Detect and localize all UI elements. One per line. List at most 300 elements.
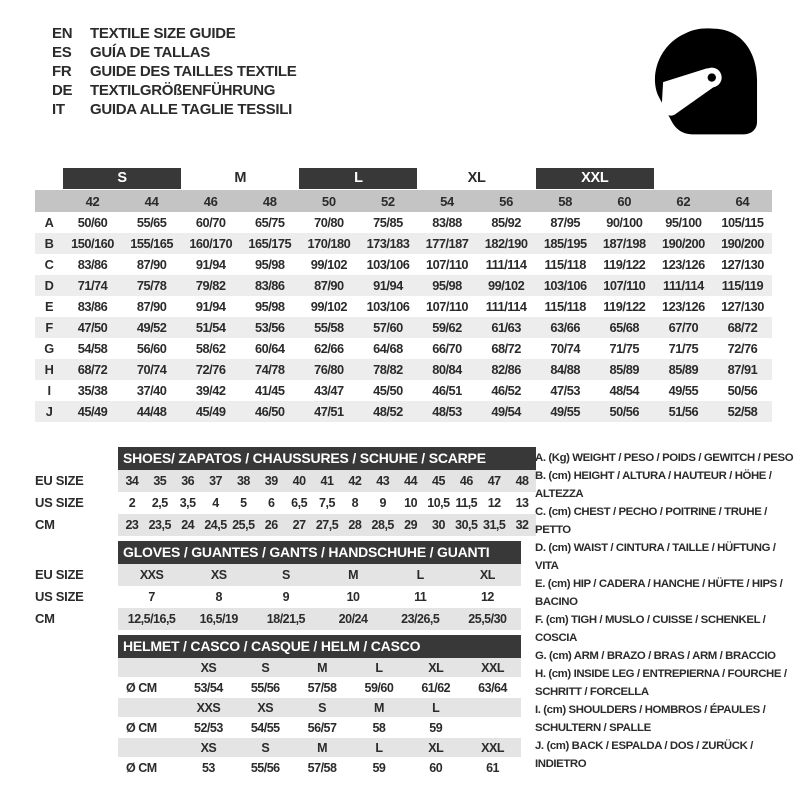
- shoes-eu-cell: 47: [487, 474, 501, 488]
- value-cell: 107/110: [603, 278, 646, 293]
- legend-item: F. (cm) TIGH / MUSLO / CUISSE / SCHENKEL / COSCIA: [535, 614, 766, 644]
- gloves-cm-cell: 25,5/30: [468, 612, 507, 626]
- gloves-us-cell: 10: [346, 590, 360, 604]
- shoes-cm-cell: 23: [125, 518, 139, 532]
- value-cell: 115/118: [544, 299, 586, 314]
- value-cell: 43/47: [314, 383, 344, 398]
- shoes-eu-row: [118, 470, 536, 492]
- gloves-row-label: US SIZE: [35, 589, 84, 604]
- size-col-58: 58: [558, 193, 573, 209]
- gloves-row-label: EU SIZE: [35, 567, 84, 582]
- value-cell: 46/51: [432, 383, 462, 398]
- shoes-cm-cell: 32: [515, 518, 529, 532]
- shoes-row-labels: [35, 470, 117, 536]
- size-col-42: 42: [85, 193, 100, 209]
- shoes-eu-cell: 45: [432, 474, 445, 488]
- value-cell: 52/58: [727, 404, 758, 419]
- helmet-cell: 63/64: [478, 680, 507, 695]
- value-cell: 119/122: [603, 257, 646, 272]
- value-cell: 103/106: [543, 278, 587, 293]
- value-cell: 91/94: [373, 278, 403, 293]
- shoes-eu-cell: 48: [515, 474, 529, 488]
- language-title: TEXTILE SIZE GUIDE: [90, 25, 236, 42]
- size-col-44: 44: [144, 193, 159, 209]
- size-col-50: 50: [321, 193, 336, 209]
- helmet-cell: 59: [429, 720, 443, 735]
- shoes-us-cell: 11,5: [455, 496, 478, 510]
- shoes-us-cell: 12: [487, 496, 501, 510]
- value-cell: 87/90: [136, 257, 167, 272]
- size-number-row: [35, 190, 772, 212]
- row-label: B: [44, 236, 54, 251]
- value-cell: 119/122: [603, 299, 646, 314]
- row-label: D: [44, 278, 54, 293]
- value-cell: 71/75: [668, 341, 699, 356]
- value-cell: 173/183: [366, 236, 410, 251]
- value-cell: 79/82: [195, 278, 226, 293]
- value-cell: 35/38: [77, 383, 108, 398]
- helmet-row-ece: [118, 757, 521, 778]
- value-cell: 187/198: [602, 236, 646, 251]
- shoes-cm-cell: 27,5: [315, 518, 339, 532]
- diameter-label: Ø CM: [126, 760, 157, 775]
- gloves-us-cell: 9: [282, 590, 290, 604]
- value-cell: 51/54: [195, 320, 226, 335]
- value-cell: 66/70: [432, 341, 462, 356]
- value-cell: 45/50: [373, 383, 403, 398]
- size-group-l: L: [299, 168, 417, 189]
- value-cell: 111/114: [485, 299, 527, 314]
- row-label: I: [47, 383, 51, 398]
- helmet-cell: 57/58: [307, 680, 337, 695]
- value-cell: 65/68: [609, 320, 640, 335]
- value-cell: 83/88: [432, 215, 462, 230]
- language-row: [52, 62, 296, 81]
- value-cell: 71/75: [609, 341, 640, 356]
- value-cell: 56/60: [136, 341, 167, 356]
- shoes-eu-cell: 41: [320, 474, 334, 488]
- helmet-cell: 59/60: [364, 680, 394, 695]
- value-cell: 87/91: [727, 362, 758, 377]
- helmet-cell: L: [432, 700, 440, 715]
- language-row: [52, 43, 296, 62]
- language-title: GUIDA ALLE TAGLIE TESSILI: [90, 101, 292, 118]
- value-cell: 177/187: [425, 236, 469, 251]
- shoes-eu-cell: 35: [153, 474, 167, 488]
- helmet-row-cmr: [118, 717, 521, 738]
- shoes-cm-cell: 28,5: [371, 518, 394, 532]
- gloves-cm-row: [118, 608, 521, 630]
- value-cell: 62/66: [314, 341, 344, 356]
- value-cell: 85/89: [609, 362, 640, 377]
- measure-row-j: [35, 401, 772, 422]
- gloves-cm-cell: 20/24: [338, 612, 368, 626]
- measure-row-e: [35, 296, 772, 317]
- value-cell: 60/64: [255, 341, 285, 356]
- language-code: FR: [52, 63, 72, 80]
- value-cell: 51/56: [668, 404, 699, 419]
- shoes-eu-cell: 42: [348, 474, 362, 488]
- shoes-cm-cell: 30: [432, 518, 445, 532]
- value-cell: 68/72: [727, 320, 758, 335]
- shoes-row-label: EU SIZE: [35, 473, 84, 488]
- value-cell: 95/100: [665, 215, 702, 230]
- helmet-cell: 55/56: [250, 680, 280, 695]
- value-cell: 60/70: [195, 215, 226, 230]
- shoes-us-cell: 2: [128, 496, 136, 510]
- size-group-xxl: XXL: [536, 168, 654, 189]
- helmet-cell: XL: [428, 740, 444, 755]
- value-cell: 95/98: [255, 299, 285, 314]
- helmet-cell: L: [375, 660, 383, 675]
- gloves-cm-cell: 23/26,5: [401, 612, 440, 626]
- size-group-m: M: [234, 169, 247, 186]
- value-cell: 182/190: [484, 236, 528, 251]
- value-cell: 71/74: [77, 278, 108, 293]
- helmet-row-fia: [118, 677, 521, 698]
- helmet-table: [118, 658, 521, 778]
- value-cell: 99/102: [310, 257, 347, 272]
- value-cell: 103/106: [366, 299, 410, 314]
- value-cell: 127/130: [721, 299, 764, 314]
- value-cell: 83/86: [77, 299, 108, 314]
- legend-item: J. (cm) BACK / ESPALDA / DOS / ZURÜCK / INDIETRO: [535, 740, 753, 770]
- shoes-eu-cell: 37: [209, 474, 222, 488]
- value-cell: 67/70: [668, 320, 699, 335]
- size-col-56: 56: [499, 193, 514, 209]
- value-cell: 70/74: [136, 362, 167, 377]
- shoes-us-cell: 6,5: [291, 496, 308, 510]
- value-cell: 46/50: [255, 404, 285, 419]
- helmet-row-sizes: [118, 738, 521, 757]
- helmet-cell: L: [375, 740, 383, 755]
- value-cell: 50/60: [77, 215, 108, 230]
- shoes-eu-cell: 36: [181, 474, 195, 488]
- shoes-us-cell: 9: [379, 496, 386, 510]
- value-cell: 87/95: [550, 215, 580, 230]
- value-cell: 44/48: [136, 404, 167, 419]
- value-cell: 50/56: [727, 383, 758, 398]
- value-cell: 68/72: [77, 362, 108, 377]
- shoes-cm-cell: 29: [404, 518, 418, 532]
- value-cell: 47/53: [550, 383, 580, 398]
- helmet-cell: 53/54: [194, 680, 223, 695]
- language-title: GUIDE DES TAILLES TEXTILE: [90, 63, 297, 80]
- value-cell: 91/94: [195, 257, 226, 272]
- row-label: G: [44, 341, 54, 356]
- value-cell: 75/85: [373, 215, 403, 230]
- value-cell: 80/84: [432, 362, 462, 377]
- value-cell: 64/68: [373, 341, 403, 356]
- helmet-cell: 60: [429, 760, 443, 775]
- helmet-cell: 54/55: [250, 720, 280, 735]
- diameter-label: Ø CM: [126, 720, 157, 735]
- helmet-logo-icon: [648, 22, 764, 140]
- helmet-cell: S: [318, 700, 326, 715]
- value-cell: 150/160: [71, 236, 114, 251]
- value-cell: 107/110: [426, 257, 469, 272]
- value-cell: 170/180: [307, 236, 351, 251]
- gloves-eu-cell: L: [416, 568, 424, 582]
- shoes-us-cell: 5: [240, 496, 247, 510]
- shoes-eu-cell: 39: [264, 474, 278, 488]
- measure-row-g: [35, 338, 772, 359]
- measurement-legend: [535, 449, 795, 773]
- legend-item: H. (cm) INSIDE LEG / ENTREPIERNA / FOURCHE / SCHRITT / FORCELLA: [535, 668, 787, 698]
- value-cell: 48/52: [373, 404, 403, 419]
- shoes-row-label: CM: [35, 517, 55, 532]
- shoes-us-row: [118, 492, 536, 514]
- size-group-s: S: [63, 168, 181, 189]
- diameter-label: Ø CM: [126, 680, 157, 695]
- value-cell: 45/49: [77, 404, 108, 419]
- helmet-cell: XL: [428, 660, 444, 675]
- language-code: ES: [52, 44, 72, 61]
- shoes-cm-cell: 27: [292, 518, 306, 532]
- value-cell: 85/89: [668, 362, 699, 377]
- measure-row-h: [35, 359, 772, 380]
- row-label: E: [44, 299, 54, 314]
- gloves-eu-row: [118, 564, 521, 586]
- spacer-cell: [35, 168, 63, 189]
- helmet-cell: 61: [486, 760, 500, 775]
- value-cell: 115/118: [544, 257, 586, 272]
- shoes-eu-cell: 44: [404, 474, 418, 488]
- shoes-us-cell: 10,5: [427, 496, 450, 510]
- value-cell: 123/126: [661, 257, 705, 272]
- value-cell: 87/90: [136, 299, 167, 314]
- gloves-table: [118, 564, 521, 630]
- value-cell: 47/51: [314, 404, 344, 419]
- value-cell: 83/86: [77, 257, 108, 272]
- value-cell: 165/175: [248, 236, 292, 251]
- legend-item: B. (cm) HEIGHT / ALTURA / HAUTEUR / HÖHE / ALTEZZA: [535, 470, 772, 500]
- gloves-us-cell: 8: [215, 590, 222, 604]
- gloves-eu-cell: XXS: [139, 568, 164, 582]
- helmet-cell: 57/58: [307, 760, 337, 775]
- language-row: [52, 100, 296, 119]
- measure-row-d: [35, 275, 772, 296]
- shoes-us-cell: 4: [212, 496, 219, 510]
- size-group-row: [35, 167, 772, 189]
- shoes-us-cell: 10: [404, 496, 418, 510]
- helmet-cell: M: [317, 660, 328, 675]
- measure-row-b: [35, 233, 772, 254]
- value-cell: 61/63: [491, 320, 521, 335]
- shoes-cm-row: [118, 514, 536, 536]
- value-cell: 49/55: [668, 383, 699, 398]
- value-cell: 55/65: [136, 215, 167, 230]
- helmet-cell: XXL: [481, 660, 504, 675]
- legend-item: D. (cm) WAIST / CINTURA / TAILLE / HÜFTUNG / VITA: [535, 542, 776, 572]
- helmet-cell: S: [261, 660, 270, 675]
- value-cell: 68/72: [491, 341, 521, 356]
- helmet-cell: XS: [200, 740, 217, 755]
- value-cell: 53/56: [255, 320, 285, 335]
- gloves-row-label: CM: [35, 611, 55, 626]
- language-list: [52, 24, 296, 119]
- measure-row-a: [35, 212, 772, 233]
- gloves-cm-cell: 16,5/19: [199, 612, 238, 626]
- gloves-row-labels: [35, 564, 117, 630]
- value-cell: 47/50: [77, 320, 108, 335]
- shoes-us-cell: 3,5: [179, 496, 196, 510]
- language-code: EN: [52, 25, 73, 42]
- language-code: DE: [52, 82, 73, 99]
- gloves-section-title: GLOVES / GUANTES / GANTS / HANDSCHUHE / GUANTI: [118, 541, 521, 564]
- value-cell: 49/55: [550, 404, 580, 419]
- shoes-us-cell: 7,5: [319, 496, 335, 510]
- value-cell: 111/114: [485, 257, 527, 272]
- value-cell: 74/78: [255, 362, 285, 377]
- shoes-cm-cell: 25,5: [232, 518, 255, 532]
- language-code: IT: [52, 101, 65, 118]
- language-row: [52, 81, 296, 100]
- helmet-cell: S: [261, 740, 270, 755]
- shoes-cm-cell: 30,5: [455, 518, 478, 532]
- value-cell: 49/52: [136, 320, 167, 335]
- helmet-cell: 52/53: [194, 720, 223, 735]
- helmet-cell: M: [373, 700, 384, 715]
- shoes-eu-cell: 34: [125, 474, 139, 488]
- size-col-52: 52: [381, 193, 395, 209]
- value-cell: 49/54: [491, 404, 521, 419]
- gloves-us-row: [118, 586, 521, 608]
- legend-item: I. (cm) SHOULDERS / HOMBROS / ÉPAULES / SCHULTERN / SPALLE: [535, 704, 766, 734]
- helmet-cell: 53: [201, 760, 215, 775]
- value-cell: 155/165: [130, 236, 173, 251]
- value-cell: 37/40: [136, 383, 167, 398]
- helmet-row-sizes: [118, 698, 521, 717]
- helmet-cell: 61/62: [421, 680, 451, 695]
- gloves-cm-cell: 12,5/16,5: [127, 612, 176, 626]
- value-cell: 48/54: [609, 383, 640, 398]
- helmet-cell: M: [317, 740, 328, 755]
- value-cell: 39/42: [195, 383, 226, 398]
- value-cell: 76/80: [314, 362, 344, 377]
- value-cell: 85/92: [491, 215, 521, 230]
- value-cell: 185/195: [543, 236, 587, 251]
- value-cell: 190/200: [661, 236, 705, 251]
- size-col-46: 46: [203, 193, 218, 209]
- value-cell: 72/76: [727, 341, 758, 356]
- value-cell: 99/102: [310, 299, 347, 314]
- value-cell: 59/62: [432, 320, 462, 335]
- size-group-xl: XL: [467, 169, 486, 186]
- value-cell: 87/90: [314, 278, 344, 293]
- value-cell: 111/114: [663, 278, 704, 293]
- measure-row-f: [35, 317, 772, 338]
- shoes-row-label: US SIZE: [35, 495, 84, 510]
- row-label: J: [45, 404, 53, 419]
- shoes-eu-cell: 38: [236, 474, 250, 488]
- size-col-62: 62: [676, 193, 691, 209]
- value-cell: 41/45: [255, 383, 285, 398]
- helmet-cell: 56/57: [307, 720, 337, 735]
- gloves-eu-cell: XS: [210, 568, 227, 582]
- gloves-eu-cell: S: [281, 568, 290, 582]
- helmet-row-sizes: [118, 658, 521, 677]
- helmet-cell: 55/56: [250, 760, 280, 775]
- value-cell: 115/119: [721, 278, 764, 293]
- legend-item: A. (Kg) WEIGHT / PESO / POIDS / GEWITCH / PESO: [535, 452, 794, 464]
- value-cell: 55/58: [314, 320, 344, 335]
- value-cell: 103/106: [366, 257, 410, 272]
- legend-item: C. (cm) CHEST / PECHO / POITRINE / TRUHE / PETTO: [535, 506, 767, 536]
- value-cell: 160/170: [189, 236, 233, 251]
- helmet-cell: XXL: [481, 740, 504, 755]
- helmet-cell: XS: [200, 660, 217, 675]
- measure-row-i: [35, 380, 772, 401]
- value-cell: 45/49: [195, 404, 226, 419]
- value-cell: 48/53: [432, 404, 462, 419]
- shoes-us-cell: 13: [515, 496, 529, 510]
- shoes-eu-cell: 43: [376, 474, 390, 488]
- value-cell: 72/76: [195, 362, 226, 377]
- row-label: F: [45, 320, 53, 335]
- value-cell: 54/58: [77, 341, 108, 356]
- row-label: C: [44, 257, 54, 272]
- value-cell: 46/52: [491, 383, 521, 398]
- value-cell: 82/86: [491, 362, 521, 377]
- value-cell: 83/86: [255, 278, 285, 293]
- value-cell: 190/200: [721, 236, 764, 251]
- size-col-48: 48: [262, 193, 277, 209]
- value-cell: 65/75: [255, 215, 285, 230]
- shoes-cm-cell: 24: [181, 518, 195, 532]
- shoes-eu-cell: 40: [292, 474, 306, 488]
- helmet-cell: XXS: [196, 700, 221, 715]
- value-cell: 50/56: [609, 404, 640, 419]
- shoes-cm-cell: 31,5: [483, 518, 506, 532]
- shoes-us-cell: 2,5: [151, 496, 168, 510]
- value-cell: 78/82: [373, 362, 403, 377]
- textile-size-table: [35, 167, 772, 422]
- helmet-section-title: HELMET / CASCO / CASQUE / HELM / CASCO: [118, 635, 521, 658]
- row-label: H: [44, 362, 54, 377]
- shoes-cm-cell: 26: [264, 518, 278, 532]
- shoes-cm-cell: 23,5: [148, 518, 171, 532]
- gloves-cm-cell: 18/21,5: [266, 612, 306, 626]
- value-cell: 105/115: [721, 215, 764, 230]
- language-title: GUÍA DE TALLAS: [90, 44, 210, 61]
- value-cell: 57/60: [373, 320, 403, 335]
- value-cell: 63/66: [550, 320, 580, 335]
- helmet-cell: XS: [257, 700, 274, 715]
- size-col-60: 60: [617, 193, 632, 209]
- value-cell: 90/100: [606, 215, 643, 230]
- value-cell: 70/80: [314, 215, 344, 230]
- shoes-eu-cell: 46: [459, 474, 473, 488]
- shoes-us-cell: 8: [351, 496, 359, 510]
- legend-item: E. (cm) HIP / CADERA / HANCHE / HÜFTE / HIPS / BACINO: [535, 578, 783, 608]
- helmet-cell: 59: [372, 760, 386, 775]
- gloves-us-cell: 7: [148, 590, 155, 604]
- size-col-64: 64: [735, 193, 750, 209]
- shoes-cm-cell: 28: [348, 518, 362, 532]
- language-title: TEXTILGRÖßENFÜHRUNG: [90, 82, 276, 99]
- language-row: [52, 24, 296, 43]
- legend-item: G. (cm) ARM / BRAZO / BRAS / ARM / BRACCIO: [535, 650, 776, 662]
- value-cell: 75/78: [136, 278, 167, 293]
- value-cell: 107/110: [426, 299, 469, 314]
- gloves-eu-cell: M: [348, 568, 359, 582]
- value-cell: 123/126: [661, 299, 705, 314]
- shoes-table: [118, 470, 536, 536]
- shoes-section-title: SHOES/ ZAPATOS / CHAUSSURES / SCHUHE / SCARPE: [118, 447, 536, 470]
- shoes-cm-cell: 24,5: [204, 518, 227, 532]
- gloves-eu-cell: XL: [479, 568, 495, 582]
